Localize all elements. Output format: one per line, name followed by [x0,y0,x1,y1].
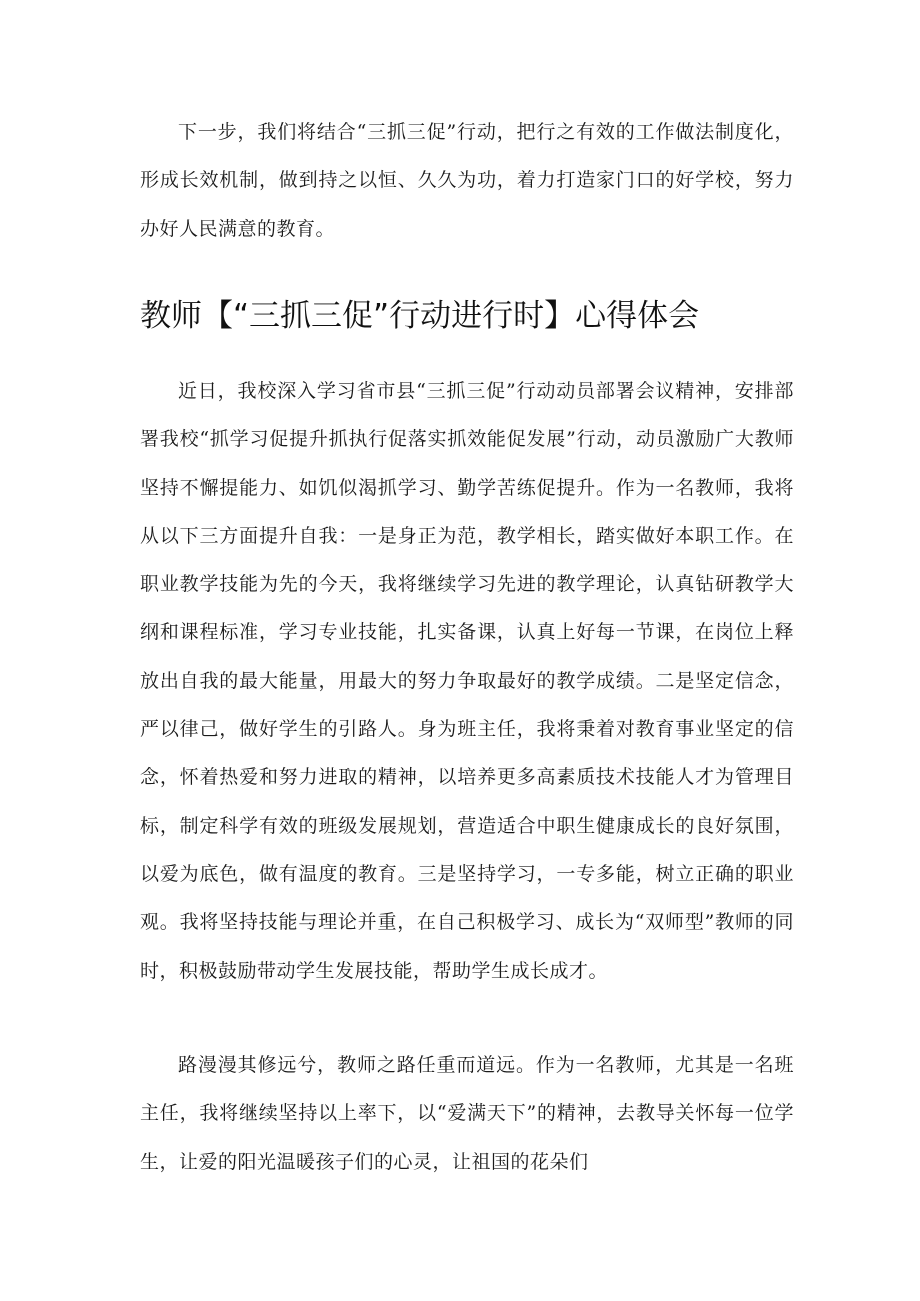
body-paragraph-2: 路漫漫其修远兮，教师之路任重而道远。作为一名教师，尤其是一名班主任，我将继续坚持以上率下，以“爱满天下”的精神，去教导关怀每一位学生，让爱的阳光温暖孩子们的心灵，让祖国的花朵们 [140,1054,794,1173]
document-title: 教师【“三抓三促”行动进行时】心得体会 [140,298,700,334]
intro-paragraph: 下一步，我们将结合“三抓三促”行动，把行之有效的工作做法制度化，形成长效机制，做到持之以恒、久久为功，着力打造家门口的好学校，努力办好人民满意的教育。 [140,121,794,240]
body-paragraph-1: 近日，我校深入学习省市县“三抓三促”行动动员部署会议精神，安排部署我校“抓学习促提升抓执行促落实抓效能促发展”行动，动员激励广大教师坚持不懈提能力、如饥似渴抓学习、勤学苦练促提升。作为一名教师，我将从以下三方面提升自我：一是身正为范，教学相长，踏实做好本职工作。在职业教学技能为先的今天，我将继续学习先进的教学理论，认真钻研教学大纲和课程标准，学习专业技能，扎实备课，认真上好每一节课，在岗位上释放出自我的最大能量，用最大的努力争取最好的教学成绩。二是坚定信念，严以律己，做好学生的引路人。身为班主任，我将秉着对教育事业坚定的信念，怀着热爱和努力进取的精神，以培养更多高素质技术技能人才为管理目标，制定科学有效的班级发展规划，营造适合中职生健康成长的良好氛围，以爱为底色，做有温度的教育。三是坚持学习，一专多能，树立正确的职业观。我将坚持技能与理论并重，在自己积极学习、成长为“双师型”教师的同时，积极鼓励带动学生发展技能，帮助学生成长成才。 [140,380,794,982]
